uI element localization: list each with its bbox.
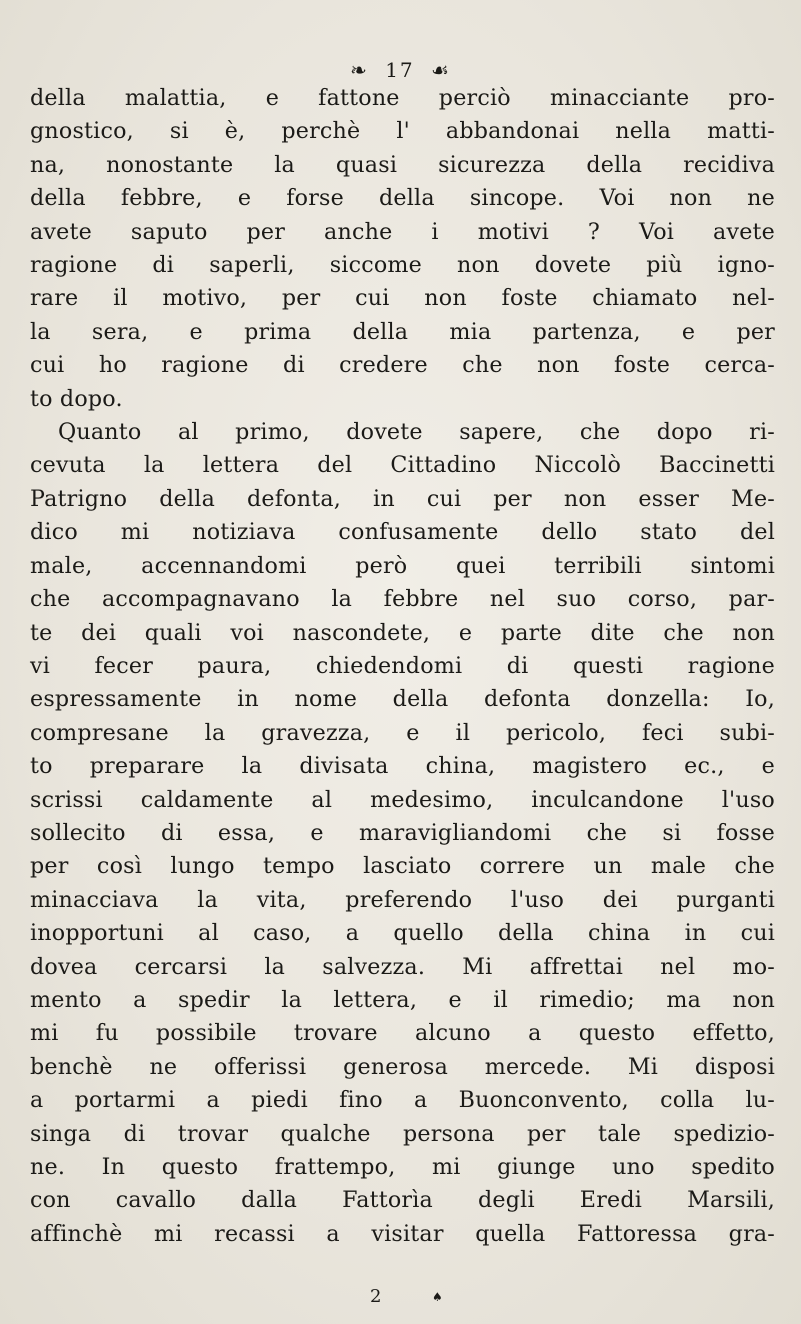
text-line: dovea cercarsi la salvezza. Mi affrettai nel mo-: [30, 953, 775, 980]
left-ornament-icon: ❧: [350, 58, 369, 82]
page-header: [0, 58, 801, 82]
text-line: ne. In questo frattempo, mi giunge uno spedito: [30, 1154, 775, 1180]
text-line: mento a spedir la lettera, e il rimedio; ma non: [30, 986, 775, 1013]
body-text: [30, 82, 775, 1251]
right-ornament-icon: ☙: [431, 58, 451, 82]
text-line: male, accennandomi però quei terribili sintomi: [30, 552, 775, 579]
text-line: rare il motivo, per cui non foste chiamato nel-: [30, 285, 775, 312]
text-line: avete saputo per anche i motivi ? Voi avete: [30, 218, 775, 245]
printer-mark-icon: ♠: [432, 1290, 443, 1304]
text-line: espressamente in nome della defonta donzella: Io,: [30, 686, 775, 713]
text-line: to dopo.: [30, 385, 123, 412]
text-line: gnostico, si è, perchè l' abbandonai nella matti-: [30, 118, 775, 145]
text-line: Patrigno della defonta, in cui per non esser Me-: [30, 485, 775, 512]
text-line: cui ho ragione di credere che non foste cerca-: [30, 352, 775, 379]
text-line: della febbre, e forse della sincope. Voi non ne: [30, 185, 775, 212]
text-line: affinchè mi recassi a visitar quella Fattoressa gra-: [30, 1220, 775, 1247]
text-line: scrissi caldamente al medesimo, inculcandone l'uso: [30, 786, 775, 813]
text-line: benchè ne offerissi generosa mercede. Mi disposi: [30, 1053, 775, 1080]
signature-mark: 2: [370, 1286, 382, 1307]
text-line: mi fu possibile trovare alcuno a questo effetto,: [30, 1020, 775, 1047]
text-line: della malattia, e fattone perciò minacciante pro-: [30, 85, 775, 111]
text-line: singa di trovar qualche persona per tale spedizio-: [30, 1120, 775, 1147]
text-line: per così lungo tempo lasciato correre un male che: [30, 853, 775, 880]
text-line: sollecito di essa, e maravigliandomi che si fosse: [30, 819, 775, 846]
text-line: con cavallo dalla Fattorìa degli Eredi Marsili,: [30, 1187, 775, 1214]
text-line: che accompagnavano la febbre nel suo corso, par-: [30, 586, 775, 613]
text-line: cevuta la lettera del Cittadino Niccolò Baccinetti: [30, 452, 775, 479]
text-line: vi fecer paura, chiedendomi di questi ragione: [30, 652, 775, 679]
text-line: te dei quali voi nascondete, e parte dite che non: [30, 619, 775, 646]
text-line: inopportuni al caso, a quello della china in cui: [30, 920, 775, 947]
text-line: a portarmi a piedi fino a Buonconvento, colla lu-: [30, 1087, 775, 1114]
text-line: to preparare la divisata china, magistero ec., e: [30, 753, 775, 780]
text-line: ragione di saperli, siccome non dovete più igno-: [30, 252, 775, 279]
text-line: na, nonostante la quasi sicurezza della recidiva: [30, 151, 775, 178]
text-line: la sera, e prima della mia partenza, e per: [30, 318, 775, 345]
text-line: minacciava la vita, preferendo l'uso dei purganti: [30, 886, 775, 913]
text-line: Quanto al primo, dovete sapere, che dopo ri-: [58, 419, 775, 446]
text-line: dico mi notiziava confusamente dello stato del: [30, 519, 775, 546]
text-line: compresane la gravezza, e il pericolo, feci subi-: [30, 719, 775, 746]
page-number: 17: [385, 58, 415, 82]
